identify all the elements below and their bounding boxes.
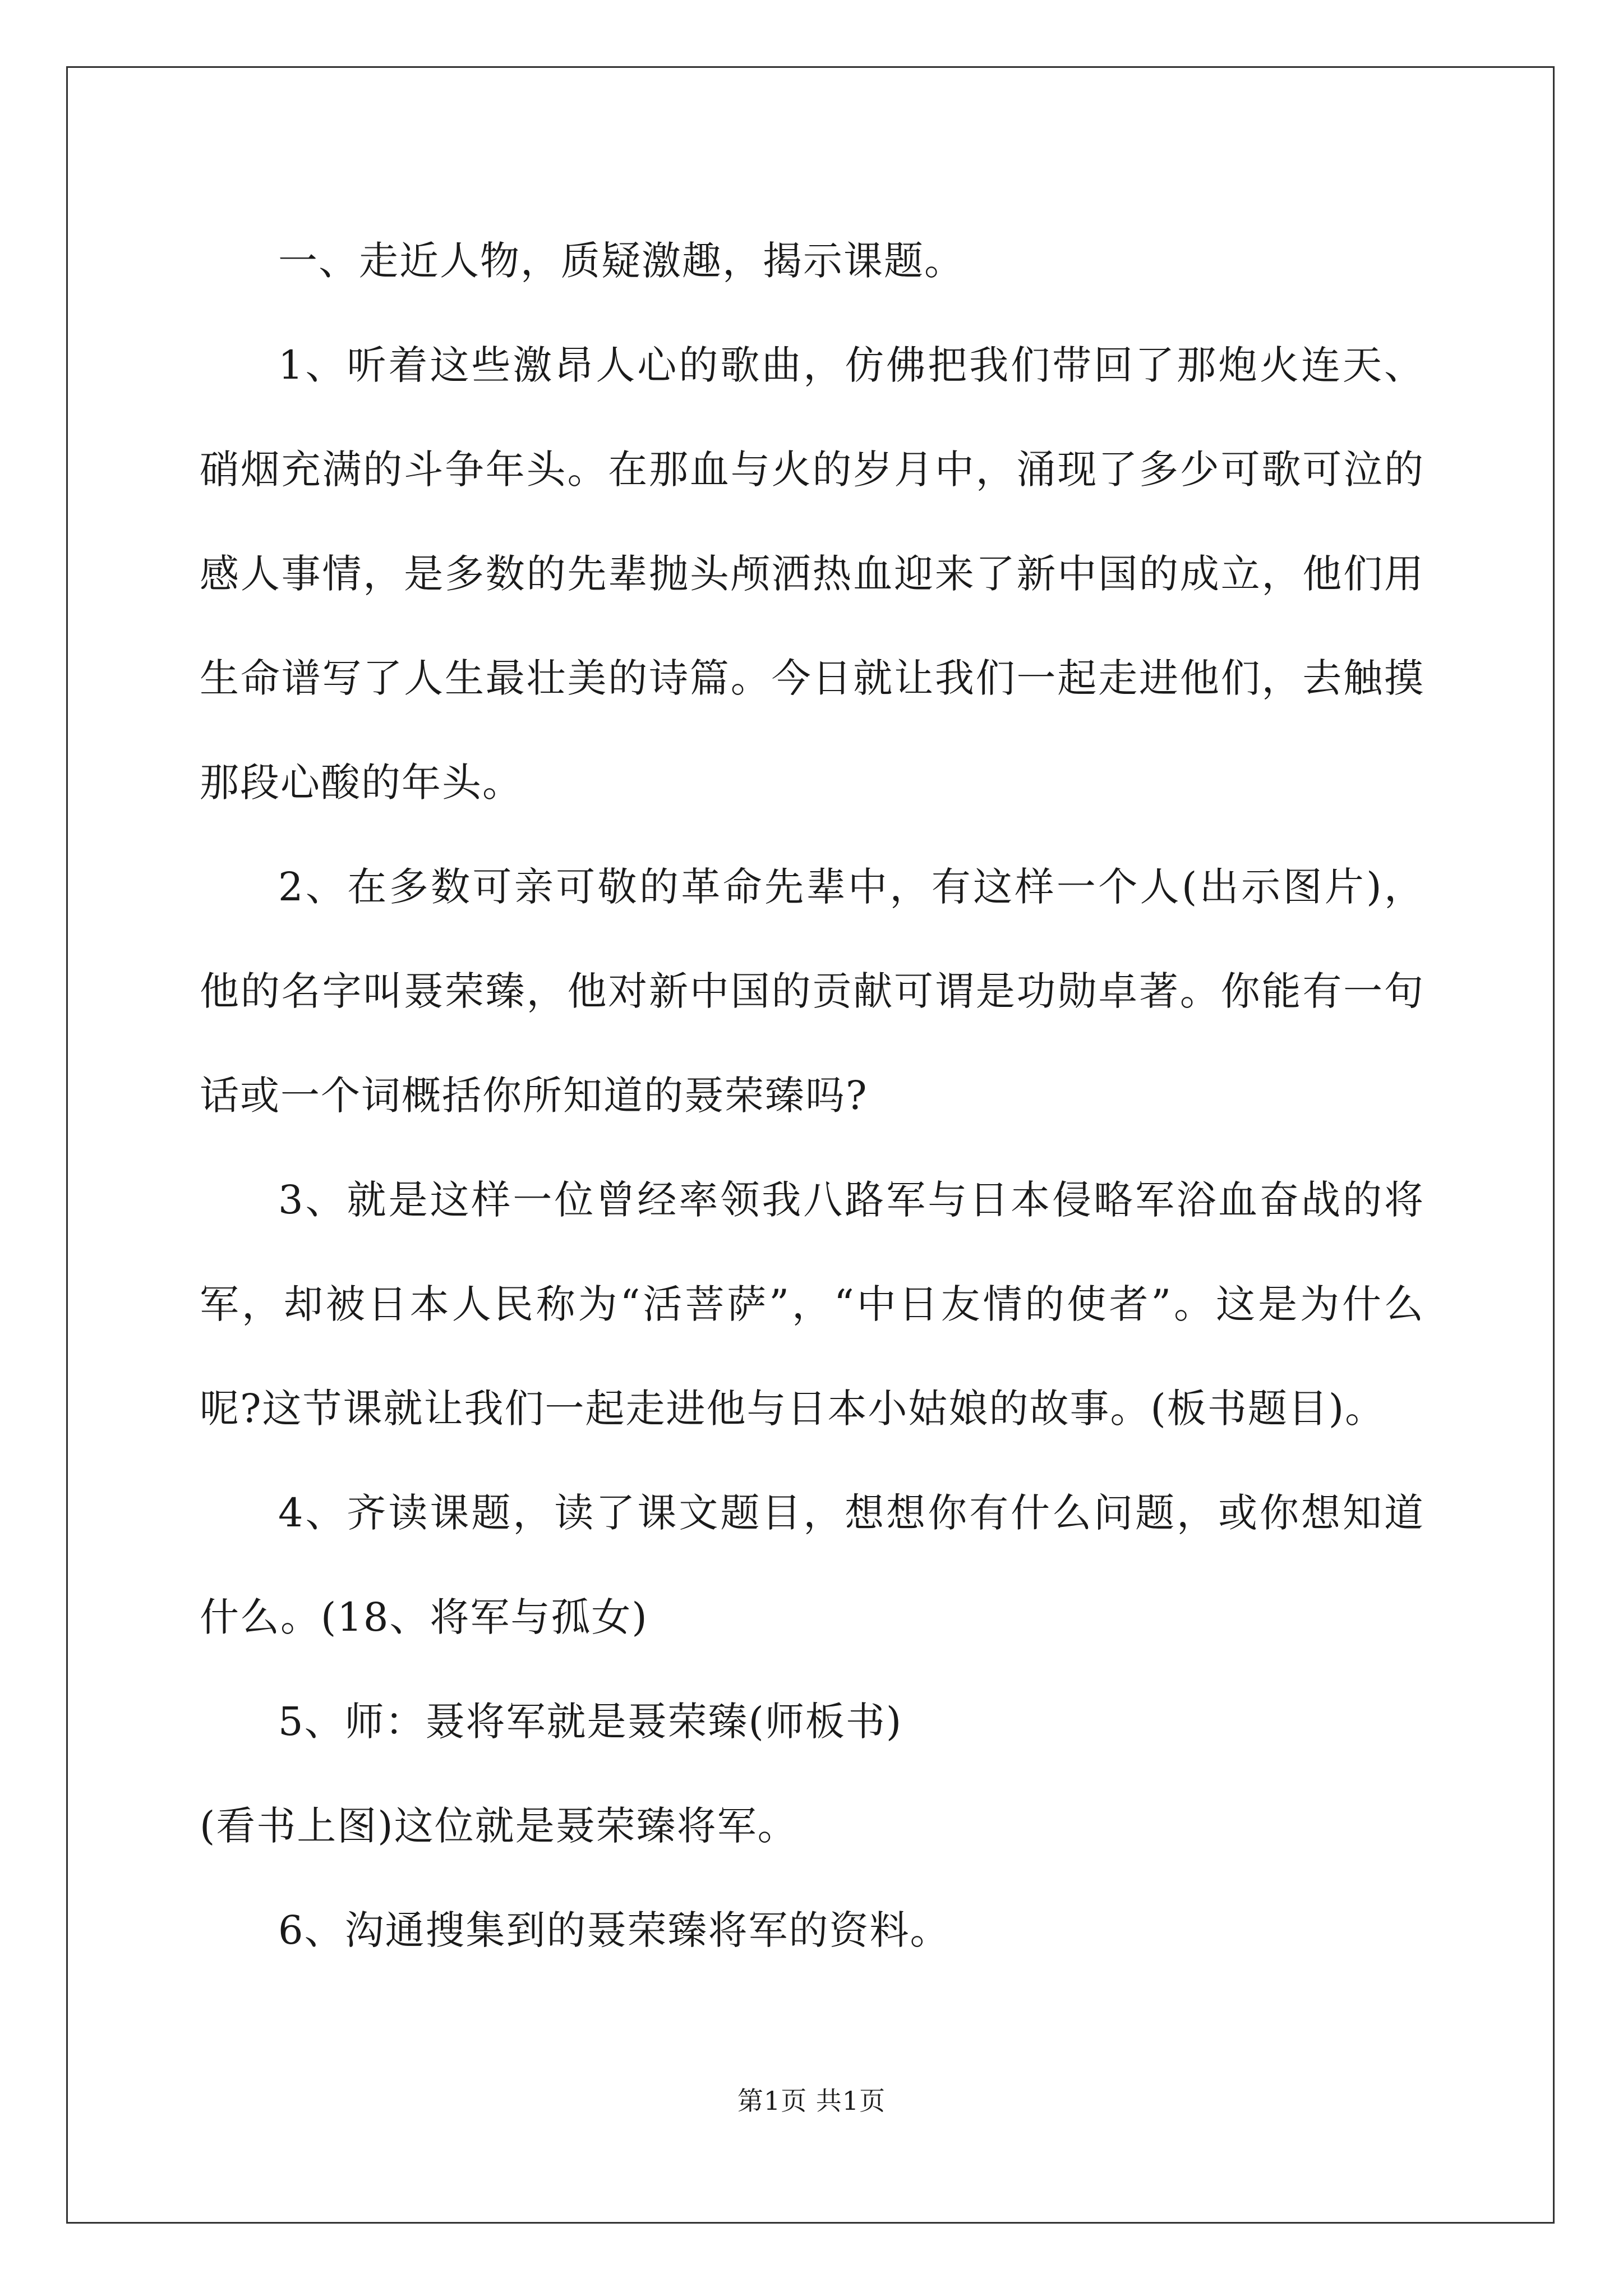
section-heading: 一、走近人物，质疑激趣，揭示课题。 xyxy=(278,238,965,284)
page-footer: 第1页 共1页 xyxy=(737,2086,886,2116)
document-body xyxy=(200,209,1424,1982)
paragraph-7: 6、沟通搜集到的聂荣臻将军的资料。 xyxy=(278,1907,951,1953)
paragraph-4: 4、齐读课题，读了课文题目，想想你有什么问题，或你想知道什么。(18、将军与孤女) xyxy=(200,1490,1424,1640)
paragraph-6: (看书上图)这位就是聂荣臻将军。 xyxy=(200,1803,798,1849)
paragraph-3: 3、就是这样一位曾经率领我八路军与日本侵略军浴血奋战的将军，却被日本人民称为“活菩萨”，“中日友情的使者”。这是为什么呢?这节课就让我们一起走进他与日本小姑娘的故事。(板书题目)。 xyxy=(200,1177,1424,1432)
paragraph-5: 5、师：聂将军就是聂荣臻(师板书) xyxy=(278,1699,903,1745)
paragraph-1: 1、听着这些激昂人心的歌曲，仿佛把我们带回了那炮火连天、硝烟充满的斗争年头。在那血与火的岁月中，涌现了多少可歌可泣的感人事情，是多数的先辈抛头颅洒热血迎来了新中国的成立，他们用生命谱写了人生最壮美的诗篇。今日就让我们一起走进他们，去触摸那段心酸的年头。 xyxy=(200,342,1424,806)
paragraph-2: 2、在多数可亲可敬的革命先辈中，有这样一个人(出示图片)，他的名字叫聂荣臻，他对新中国的贡献可谓是功勋卓著。你能有一句话或一个词概括你所知道的聂荣臻吗? xyxy=(200,864,1424,1119)
